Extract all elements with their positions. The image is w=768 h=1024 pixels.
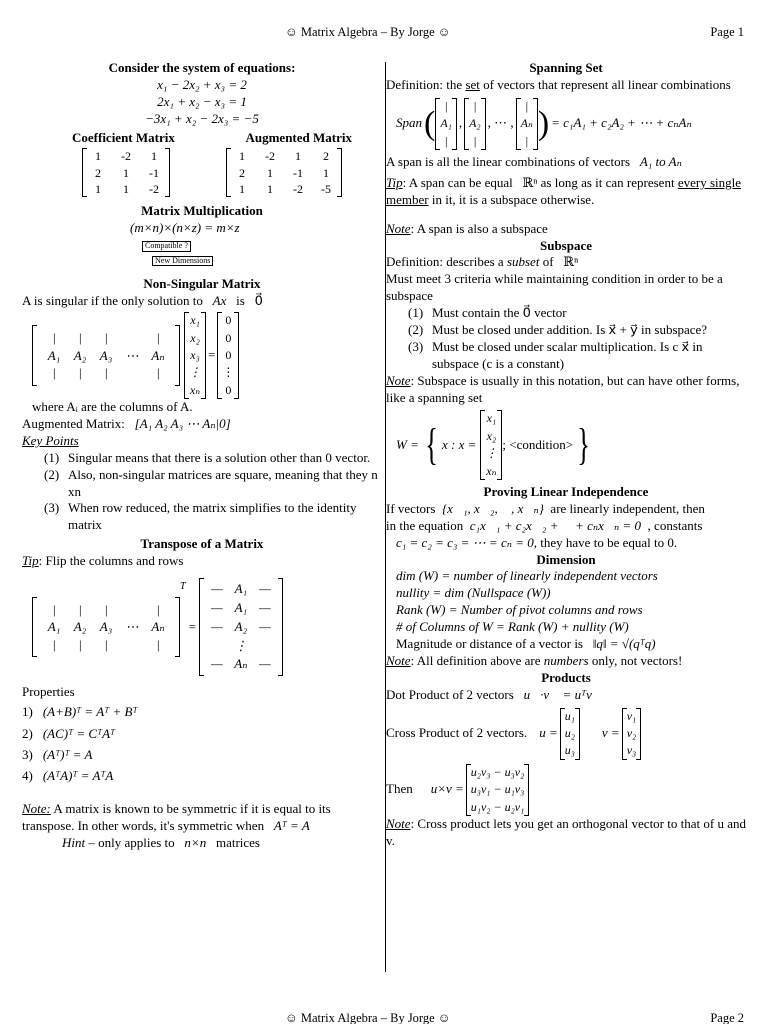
x-vector-entry: x₁ <box>190 313 200 328</box>
v-vector <box>622 708 642 760</box>
indep-l2-a: in the equation <box>386 517 464 533</box>
dimension-note-b: numbers <box>543 652 589 668</box>
zero-vector-entry: 0 <box>225 347 232 362</box>
w-vector-entry: x₂ <box>486 428 497 443</box>
tr-column-bar: | <box>52 636 56 652</box>
span-def-c: of vectors that represent all linear combinations <box>479 76 731 92</box>
w-lhs: W = <box>396 436 419 452</box>
transpose-row-entry: A₂ <box>234 618 248 634</box>
ns-column-bar: | <box>52 365 56 381</box>
hint-expression: n×n <box>184 834 207 850</box>
then-word: Then <box>386 781 413 797</box>
key-point-number: (2) <box>44 466 60 482</box>
subspace-note-label: Note <box>386 372 411 388</box>
ns-column-bar: | <box>78 365 82 381</box>
x-vector-entry: xₙ <box>189 382 201 397</box>
transpose-dash: — <box>259 618 271 634</box>
ns-column-bar: | <box>156 365 160 381</box>
span-rhs: = c₁A₁ + c₂A₂ + ⋯ + cₙAₙ <box>551 115 692 131</box>
symmetric-note-text: A matrix is known to be symmetric if it is equal to its transpose. In other words, it's symmetric when <box>22 800 331 833</box>
matrix-multiplication-heading: Matrix Multiplication <box>141 203 263 219</box>
indep-l1-b: are linearly independent, then <box>550 500 705 516</box>
augmented-matrix <box>226 148 342 197</box>
uxv-label: u×v = <box>430 781 464 797</box>
cross-product-result <box>386 764 746 816</box>
transpose-dash: — <box>259 581 271 597</box>
hint-end: matrices <box>215 834 260 850</box>
coefficient-matrix-cell: 1 <box>95 181 101 196</box>
tr-column-entry: ⋯ <box>125 619 139 635</box>
hint-label: Hint <box>62 834 86 850</box>
span-vector-entry: | <box>525 98 529 113</box>
system-equation-1: x₁ − 2x₂ + x₃ = 2 <box>157 76 247 92</box>
magnitude-text: Magnitude or distance of a vector is <box>396 636 583 651</box>
span-vector-entry: | <box>444 133 448 148</box>
subspace-criterion <box>408 339 746 373</box>
key-point-number: (3) <box>44 500 60 516</box>
left-column <box>22 60 382 852</box>
transpose-dash: — <box>259 599 271 615</box>
indep-equation: c₁x⃗₁ + c₂x⃗₂ + ⋯ + cₙx⃗ₙ = 0 <box>469 517 642 533</box>
coefficient-matrix-cell: 1 <box>123 165 129 180</box>
transpose-column-matrix <box>32 597 180 658</box>
products-heading: Products <box>541 669 591 685</box>
augmented-matrix-line <box>22 416 382 433</box>
multiplication-expression: (m×n)×(n×z) = m×z <box>130 219 240 235</box>
subspace-definition <box>386 254 746 271</box>
properties-list <box>22 701 382 787</box>
span-tip <box>386 175 746 209</box>
tip-text: : Flip the columns and rows <box>38 553 184 569</box>
tr-column-bar: | <box>78 636 82 652</box>
key-points-list <box>22 450 382 534</box>
right-column <box>386 60 746 850</box>
independence-line-1 <box>386 501 746 518</box>
span-all-text: A span is all the linear combinations of vectors <box>386 153 631 169</box>
w-vector-entry: x₁ <box>486 411 497 426</box>
property-expression: (Aᵀ)ᵀ = A <box>42 747 93 763</box>
symmetric-expression: Aᵀ = A <box>273 817 310 833</box>
column-matrix-A <box>32 325 180 386</box>
properties-label: Properties <box>22 684 75 700</box>
span-vector-entry: | <box>444 98 448 113</box>
u-label: u = <box>539 725 558 741</box>
span-tip-rn: ℝⁿ <box>522 174 538 190</box>
tr-column-entry: A₃ <box>99 619 113 635</box>
transpose-dash: — <box>211 656 223 672</box>
dimension-note <box>386 653 746 670</box>
cross-product-note <box>386 816 746 850</box>
span-all-combinations <box>386 154 746 171</box>
header-page-number: Page 1 <box>710 25 744 39</box>
ns-column-entry: ⋯ <box>125 347 139 363</box>
linear-independence-heading: Proving Linear Independence <box>483 483 649 499</box>
span-note-label: Note <box>386 220 411 236</box>
tr-column-bar: | <box>104 636 108 652</box>
span-note <box>386 221 746 238</box>
key-points-label: Key Points <box>22 432 79 448</box>
dimension-definition: dim (W) = number of linearly independent vectors <box>396 568 658 584</box>
property-row <box>22 723 382 744</box>
span-vector-entry: | <box>525 133 529 148</box>
property-number: 1) <box>22 704 33 720</box>
system-heading: Consider the system of equations: <box>108 60 296 75</box>
uxv-vector <box>466 764 529 816</box>
key-point-text: Singular means that there is a solution other than 0 vector. <box>68 449 371 465</box>
coefficient-matrix <box>82 148 170 197</box>
transpose-equation: | | | | A₁ A₂ A₃ ⋯ Aₙ | | | | T = — A₁ — — A₁ — — A₂ — ⋮ — Aₙ — <box>32 578 382 676</box>
property-number: 4) <box>22 768 33 784</box>
tr-column-entry: Aₙ <box>151 619 165 635</box>
magnitude-line <box>386 636 746 653</box>
span-vector-entry: | <box>473 133 477 148</box>
dimension-note-a: : All definition above are <box>410 652 544 668</box>
augmented-matrix-cell: 1 <box>239 181 245 196</box>
indep-l3-b: , they have to be equal to 0. <box>533 534 678 550</box>
augmented-matrix-cell: 1 <box>295 149 301 164</box>
criterion-text: Must be closed under addition. Is x⃗ + y⃗ in subspace? <box>432 321 708 337</box>
cross-product-text: Cross Product of 2 vectors. <box>386 725 528 741</box>
non-singular-heading: Non-Singular Matrix <box>143 276 261 292</box>
zero-vector: 0⃗ <box>254 293 263 309</box>
transpose-heading: Transpose of a Matrix <box>140 536 264 552</box>
uxv-vector-entry: u₁v₂ − u₂v₁ <box>470 799 525 814</box>
transpose-row-entry: Aₙ <box>234 656 248 672</box>
singular-equation: | | | | A₁ A₂ A₃ ⋯ Aₙ | | | | x₁ x₂ x₃ ⋮ xₙ = 0 0 0 ⋮ 0 <box>32 312 382 399</box>
criterion-text: Must contain the 0⃗ vector <box>432 305 567 321</box>
span-tip-b: as long as it can represent <box>537 174 675 190</box>
span-all-expr: A₁ to Aₙ <box>639 153 682 169</box>
span-vector-entry: A₂ <box>469 116 481 131</box>
v-vector-entry: v₁ <box>626 708 637 723</box>
augmented-matrix-cell: 1 <box>239 149 245 164</box>
augmented-label: Augmented Matrix: <box>22 416 125 432</box>
tr-column-bar: | <box>156 636 160 652</box>
span-ellipsis: , ⋯ , <box>487 115 514 131</box>
augmented-matrix-cell: -2 <box>293 181 303 196</box>
subspace-criteria: Must meet 3 criteria while maintaining condition in order to be a subspace <box>386 271 723 304</box>
span-tip-c: every single member <box>386 174 741 207</box>
span-column-vector <box>516 98 538 150</box>
span-comma: , <box>458 115 463 131</box>
tr-column-bar: | <box>78 601 82 617</box>
zero-vector-entry: ⋮ <box>222 365 235 380</box>
magnitude-expression: ‖q‖ = √(qᵀq) <box>592 636 656 651</box>
property-expression: (AC)ᵀ = CᵀAᵀ <box>42 725 116 741</box>
criterion-number: (3) <box>408 338 424 354</box>
subspace-set-notation: W = { x : x = x₁ x₂ ⋮ xₙ ; <condition> } <box>396 410 746 480</box>
w-condition: ; <condition> <box>502 436 574 452</box>
span-def-a: Definition: the <box>386 76 466 92</box>
property-expression: (A+B)ᵀ = Aᵀ + Bᵀ <box>42 704 138 720</box>
augmented-matrix-cell: 2 <box>323 149 329 164</box>
transpose-row-entry: A₁ <box>234 581 248 597</box>
tr-column-bar: | <box>156 601 160 617</box>
singular-definition <box>22 293 382 310</box>
ns-column-bar: | <box>156 330 160 346</box>
subspace-criterion <box>408 322 746 339</box>
ns-column-bar: | <box>104 365 108 381</box>
transpose-dash: — <box>211 618 223 634</box>
hint-text: – only applies to <box>85 834 175 850</box>
span-column-vector <box>464 98 486 150</box>
key-point-number: (1) <box>44 449 60 465</box>
u-vector-entry: u₁ <box>564 708 575 723</box>
key-point-text: When row reduced, the matrix simplifies to the identity matrix <box>68 500 357 533</box>
span-equation: Span ( | A₁ | , | A₂ | , ⋯ , | Aₙ | ) = c₁A₁ + c₂A₂ + ⋯ + cₙAₙ <box>396 98 746 150</box>
property-row <box>22 765 382 786</box>
transpose-dash <box>256 637 274 656</box>
zero-vector-column <box>217 312 239 399</box>
transpose-row-matrix <box>199 578 283 676</box>
span-definition <box>386 77 746 94</box>
dimension-definition: nullity = dim (Nullspace (W)) <box>396 585 551 601</box>
coefficient-matrix-cell: 1 <box>123 181 129 196</box>
dimension-definition: # of Columns of W = Rank (W) + nullity (W) <box>396 619 629 635</box>
zero-vector-entry: 0 <box>225 382 232 397</box>
coefficient-matrix-cell: -2 <box>149 181 159 196</box>
span-column-vector <box>435 98 457 150</box>
cross-note-label: Note <box>386 815 411 831</box>
coefficient-matrix-cell: 2 <box>95 165 101 180</box>
x-vector <box>184 312 206 399</box>
criterion-number: (1) <box>408 305 424 321</box>
v-vector-entry: v₃ <box>626 743 637 758</box>
augmented-matrix-cell: -5 <box>321 181 331 196</box>
v-vector-entry: v₂ <box>626 725 637 740</box>
dimension-lines <box>386 568 746 636</box>
property-number: 2) <box>22 725 33 741</box>
key-point-item <box>44 450 382 467</box>
u-vector <box>560 708 580 760</box>
x-vector-entry: x₂ <box>190 330 200 345</box>
tr-column-entry: A₂ <box>73 619 87 635</box>
ax-expr: Ax <box>212 293 227 309</box>
subspace-def-a: Definition: describes a <box>386 254 507 270</box>
uxv-vector-entry: u₂v₃ − u₃v₂ <box>470 764 525 779</box>
ns-column-bar <box>119 364 145 382</box>
w-vector <box>480 410 502 480</box>
augmented-matrix-cell: -1 <box>293 165 303 180</box>
x-vector-entry: ⋮ <box>189 365 201 380</box>
coefficient-matrix-heading: Coefficient Matrix <box>72 129 175 145</box>
ns-column-bar <box>119 329 145 347</box>
augmented-matrix-heading: Augmented Matrix <box>245 129 352 145</box>
span-tip-label: Tip <box>386 174 403 190</box>
span-vector-entry: A₁ <box>440 116 452 131</box>
dimension-heading: Dimension <box>536 551 596 567</box>
tr-column-bar <box>119 601 145 619</box>
property-row <box>22 701 382 722</box>
compatible-label: Compatible ? <box>142 241 191 252</box>
singular-def-text: A is singular if the only solution to <box>22 293 203 309</box>
span-tip-d: in it, it is a subspace otherwise. <box>428 191 595 207</box>
augmented-matrix-cell: 2 <box>239 165 245 180</box>
note-label: Note: <box>22 800 51 816</box>
u-vector-entry: u₃ <box>564 743 575 758</box>
independence-line-3 <box>386 535 746 552</box>
new-dimensions-label: New Dimensions <box>152 256 213 267</box>
transpose-dash <box>208 637 226 656</box>
next-page-title: ☺ Matrix Algebra – By Jorge ☺ <box>285 1011 451 1024</box>
span-vector-entry: Aₙ <box>520 116 533 131</box>
transpose-row-entry: ⋮ <box>234 637 248 653</box>
dot-product-line <box>386 687 746 704</box>
dimension-definition: Rank (W) = Number of pivot columns and rows <box>396 602 643 618</box>
is-word: is <box>236 293 245 309</box>
subspace-heading: Subspace <box>539 237 593 253</box>
zero-vector-entry: 0 <box>225 330 232 345</box>
ns-column-entry: A₂ <box>73 347 87 363</box>
augmented-matrix-cell: 1 <box>267 165 273 180</box>
indep-l2-b: , constants <box>647 517 703 533</box>
v-label: v = <box>601 725 620 741</box>
tr-column-bar: | <box>52 601 56 617</box>
augmented-matrix-cell: 1 <box>323 165 329 180</box>
dimension-note-c: only, not vectors! <box>588 652 683 668</box>
system-equation-3: −3x₁ + x₂ − 2x₃ = −5 <box>145 110 259 126</box>
indep-l1-a: If vectors <box>386 500 436 516</box>
transpose-tip <box>22 553 382 570</box>
augmented-expression: [A₁ A₂ A₃ ⋯ Aₙ|0] <box>134 416 231 432</box>
dimension-note-label: Note <box>386 652 411 668</box>
augmented-matrix-cell: -2 <box>265 149 275 164</box>
span-def-set: set <box>465 76 480 92</box>
header-title: ☺ Matrix Algebra – By Jorge ☺ <box>285 25 451 39</box>
next-page-number: Page 2 <box>710 1011 744 1024</box>
zero-vector-entry: 0 <box>225 313 232 328</box>
subspace-def-rn: ℝⁿ <box>563 254 579 270</box>
hint-line <box>22 835 382 852</box>
uxv-vector-entry: u₃v₁ − u₁v₃ <box>470 782 525 797</box>
x-vector-entry: x₃ <box>190 347 200 362</box>
ns-column-entry: A₁ <box>47 347 61 363</box>
transpose-dash: — <box>211 599 223 615</box>
page-header <box>0 24 768 42</box>
coefficient-matrix-cell: -2 <box>121 149 131 164</box>
augmented-matrix-cell: 1 <box>267 181 273 196</box>
tr-column-bar <box>119 636 145 654</box>
symmetric-note <box>22 801 382 835</box>
span-vector-entry: | <box>473 98 477 113</box>
system-equation-2: 2x₁ + x₂ − x₃ = 1 <box>157 93 247 109</box>
ns-column-bar: | <box>52 330 56 346</box>
criterion-text: Must be closed under scalar multiplication. Is c x⃗ in subspace (c is a constant) <box>432 338 703 371</box>
property-number: 3) <box>22 747 33 763</box>
ns-column-bar: | <box>78 330 82 346</box>
w-mid: x : x = <box>441 436 477 452</box>
subspace-note <box>386 373 746 407</box>
coefficient-matrix-cell: 1 <box>95 149 101 164</box>
subspace-criterion <box>408 305 746 322</box>
subspace-criteria-list <box>386 305 746 373</box>
dot-product-expression: u⃗·v⃗ = uᵀv <box>523 686 592 702</box>
dot-product-text: Dot Product of 2 vectors <box>386 686 514 702</box>
cross-product-line <box>386 708 746 760</box>
tr-column-bar: | <box>104 601 108 617</box>
w-vector-entry: ⋮ <box>485 446 498 461</box>
ns-column-entry: Aₙ <box>151 347 165 363</box>
tip-label: Tip <box>22 553 39 569</box>
indep-constants: c₁ = c₂ = c₃ = ⋯ = cₙ = 0 <box>396 534 534 550</box>
where-columns-note: where Aᵢ are the columns of A. <box>32 399 193 415</box>
subspace-def-c: of <box>539 254 554 270</box>
indep-vector-set: {x⃗₁, x⃗₂, ⋯, x⃗ₙ} <box>441 500 544 516</box>
key-point-item <box>44 500 382 534</box>
property-row <box>22 744 382 765</box>
key-point-text: Also, non-singular matrices are square, meaning that they n xn <box>68 466 378 499</box>
span-tip-a: : A span can be equal <box>402 174 513 190</box>
cross-note-text: : Cross product lets you get an orthogonal vector to that of u and v. <box>386 815 746 848</box>
subspace-note-text: : Subspace is usually in this notation, but can have other forms, like a spanning set <box>386 372 740 405</box>
ns-column-entry: A₃ <box>99 347 113 363</box>
subspace-def-b: subset <box>506 254 540 270</box>
coefficient-matrix-cell: 1 <box>151 149 157 164</box>
property-expression: (AᵀA)ᵀ = AᵀA <box>42 768 114 784</box>
transpose-row-entry: A₁ <box>234 599 248 615</box>
w-vector-entry: xₙ <box>486 463 497 478</box>
coefficient-matrix-cell: -1 <box>149 165 159 180</box>
transpose-dash: — <box>211 581 223 597</box>
span-note-text: : A span is also a subspace <box>410 220 548 236</box>
span-word: Span <box>396 115 422 131</box>
tr-column-entry: A₁ <box>47 619 61 635</box>
key-point-item <box>44 467 382 501</box>
independence-line-2 <box>386 518 746 535</box>
u-vector-entry: u₂ <box>564 725 575 740</box>
ns-column-bar: | <box>104 330 108 346</box>
criterion-number: (2) <box>408 321 424 337</box>
spanning-set-heading: Spanning Set <box>529 60 603 75</box>
transpose-dash: — <box>259 656 271 672</box>
